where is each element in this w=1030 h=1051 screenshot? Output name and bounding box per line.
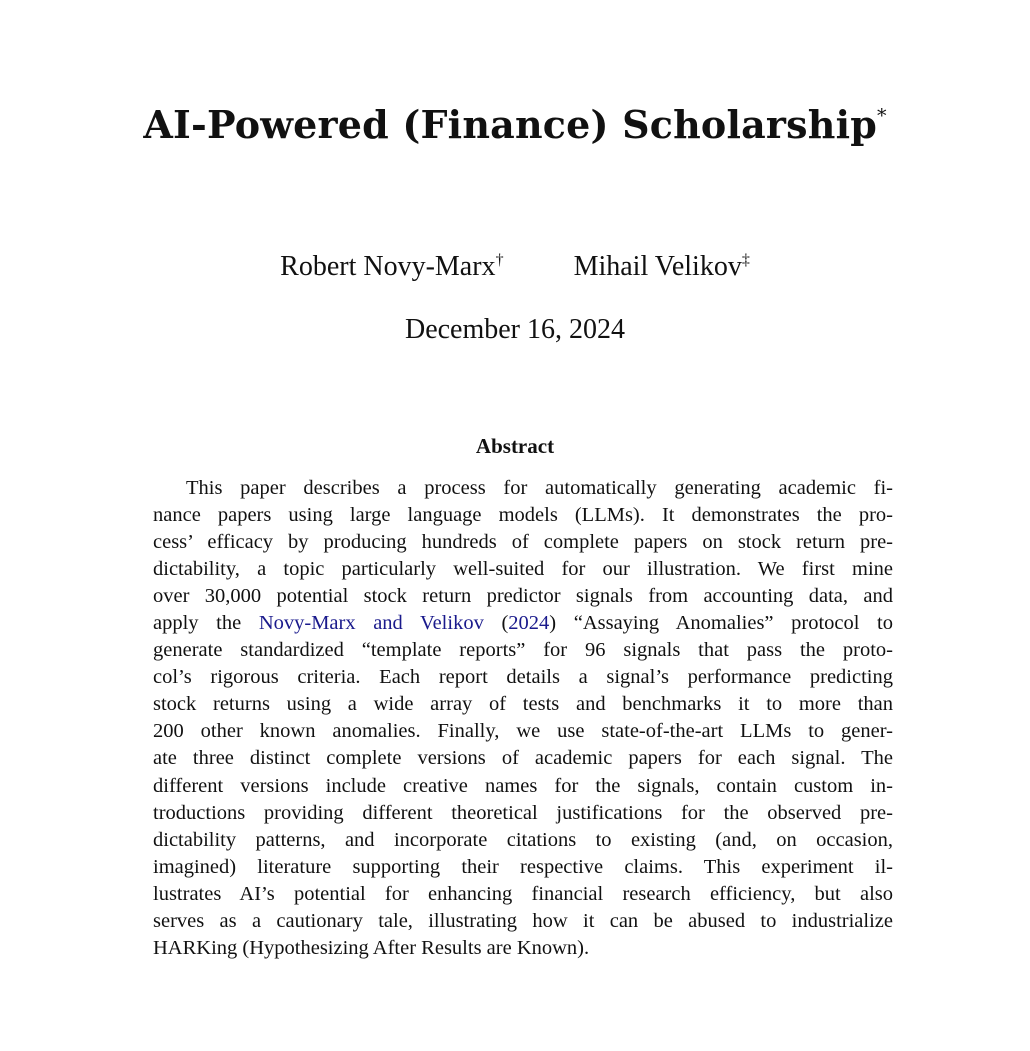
- paper-title: [0, 102, 1030, 147]
- abstract-text: lustrates AI’s potential for enhancing financial research efficiency, but also: [153, 882, 893, 905]
- author-novy-marx: [280, 251, 503, 283]
- abstract-line: [153, 745, 893, 772]
- abstract-text: ate three distinct complete versions of academic papers for each signal. The: [153, 747, 893, 770]
- abstract-text: dictability patterns, and incorporate citations to existing (and, on occasion,: [153, 828, 893, 851]
- abstract-text: (: [483, 612, 509, 635]
- title-text: AI-Powered (Finance) Scholarship: [143, 102, 877, 147]
- abstract-text: 200 other known anomalies. Finally, we use state-of-the-art LLMs to gener-: [153, 720, 893, 743]
- abstract-text: nance papers using large language models (LLMs). It demonstrates the pro-: [153, 504, 893, 527]
- abstract-line: [153, 881, 893, 908]
- citation-link-year[interactable]: 2024: [508, 612, 550, 635]
- abstract-line: [153, 773, 893, 800]
- author-name: Robert Novy-Marx: [280, 251, 496, 282]
- abstract-text: HARKing (Hypothesizing After Results are Known).: [153, 936, 590, 959]
- author-footnote-mark[interactable]: †: [495, 251, 504, 269]
- abstract-text: generate standardized “template reports” for 96 signals that pass the proto-: [153, 639, 893, 662]
- abstract-line: [153, 664, 893, 691]
- abstract-line: [153, 935, 893, 962]
- abstract-text: different versions include creative names for the signals, contain custom in-: [153, 774, 893, 797]
- author-name: Mihail Velikov: [573, 251, 742, 282]
- abstract-text: imagined) literature supporting their respective claims. This experiment il-: [153, 855, 893, 878]
- abstract-text: col’s rigorous criteria. Each report details a signal’s performance predicting: [153, 666, 893, 689]
- paper-date: December 16, 2024: [404, 314, 626, 345]
- abstract-line: [153, 637, 893, 664]
- abstract-line: [153, 908, 893, 935]
- abstract-text: dictability, a topic particularly well-suited for our illustration. We first mine: [153, 558, 893, 581]
- author-list: [0, 251, 1030, 283]
- abstract-line: [153, 529, 893, 556]
- abstract-line: [153, 691, 893, 718]
- abstract-line: [153, 475, 893, 502]
- abstract-text: apply the: [153, 612, 259, 635]
- title-footnote-mark[interactable]: *: [876, 105, 887, 128]
- abstract-body: [153, 475, 893, 962]
- citation-link-authors[interactable]: Novy-Marx and Velikov: [258, 612, 484, 635]
- abstract-text: stock returns using a wide array of tests and benchmarks it to more than: [153, 693, 893, 716]
- abstract-line: [153, 800, 893, 827]
- abstract-text: troductions providing different theoretical justifications for the observed pre-: [153, 801, 893, 824]
- abstract-line: [153, 718, 893, 745]
- abstract-text: ) “Assaying Anomalies” protocol to: [549, 612, 894, 635]
- abstract-line: [153, 502, 893, 529]
- abstract-text: over 30,000 potential stock return predictor signals from accounting data, and: [153, 585, 893, 608]
- abstract-text: cess’ efficacy by producing hundreds of complete papers on stock return pre-: [153, 531, 893, 554]
- abstract-text: serves as a cautionary tale, illustrating how it can be abused to industrialize: [153, 909, 893, 932]
- abstract-line: [153, 854, 893, 881]
- abstract-heading: Abstract: [475, 434, 555, 458]
- abstract-text: This paper describes a process for automatically generating academic fi-: [186, 477, 893, 499]
- author-footnote-mark[interactable]: ‡: [741, 251, 750, 269]
- abstract-line: [153, 610, 893, 637]
- abstract-line: [153, 556, 893, 583]
- author-velikov: [574, 251, 750, 283]
- abstract-line: [153, 827, 893, 854]
- abstract-line: [153, 583, 893, 610]
